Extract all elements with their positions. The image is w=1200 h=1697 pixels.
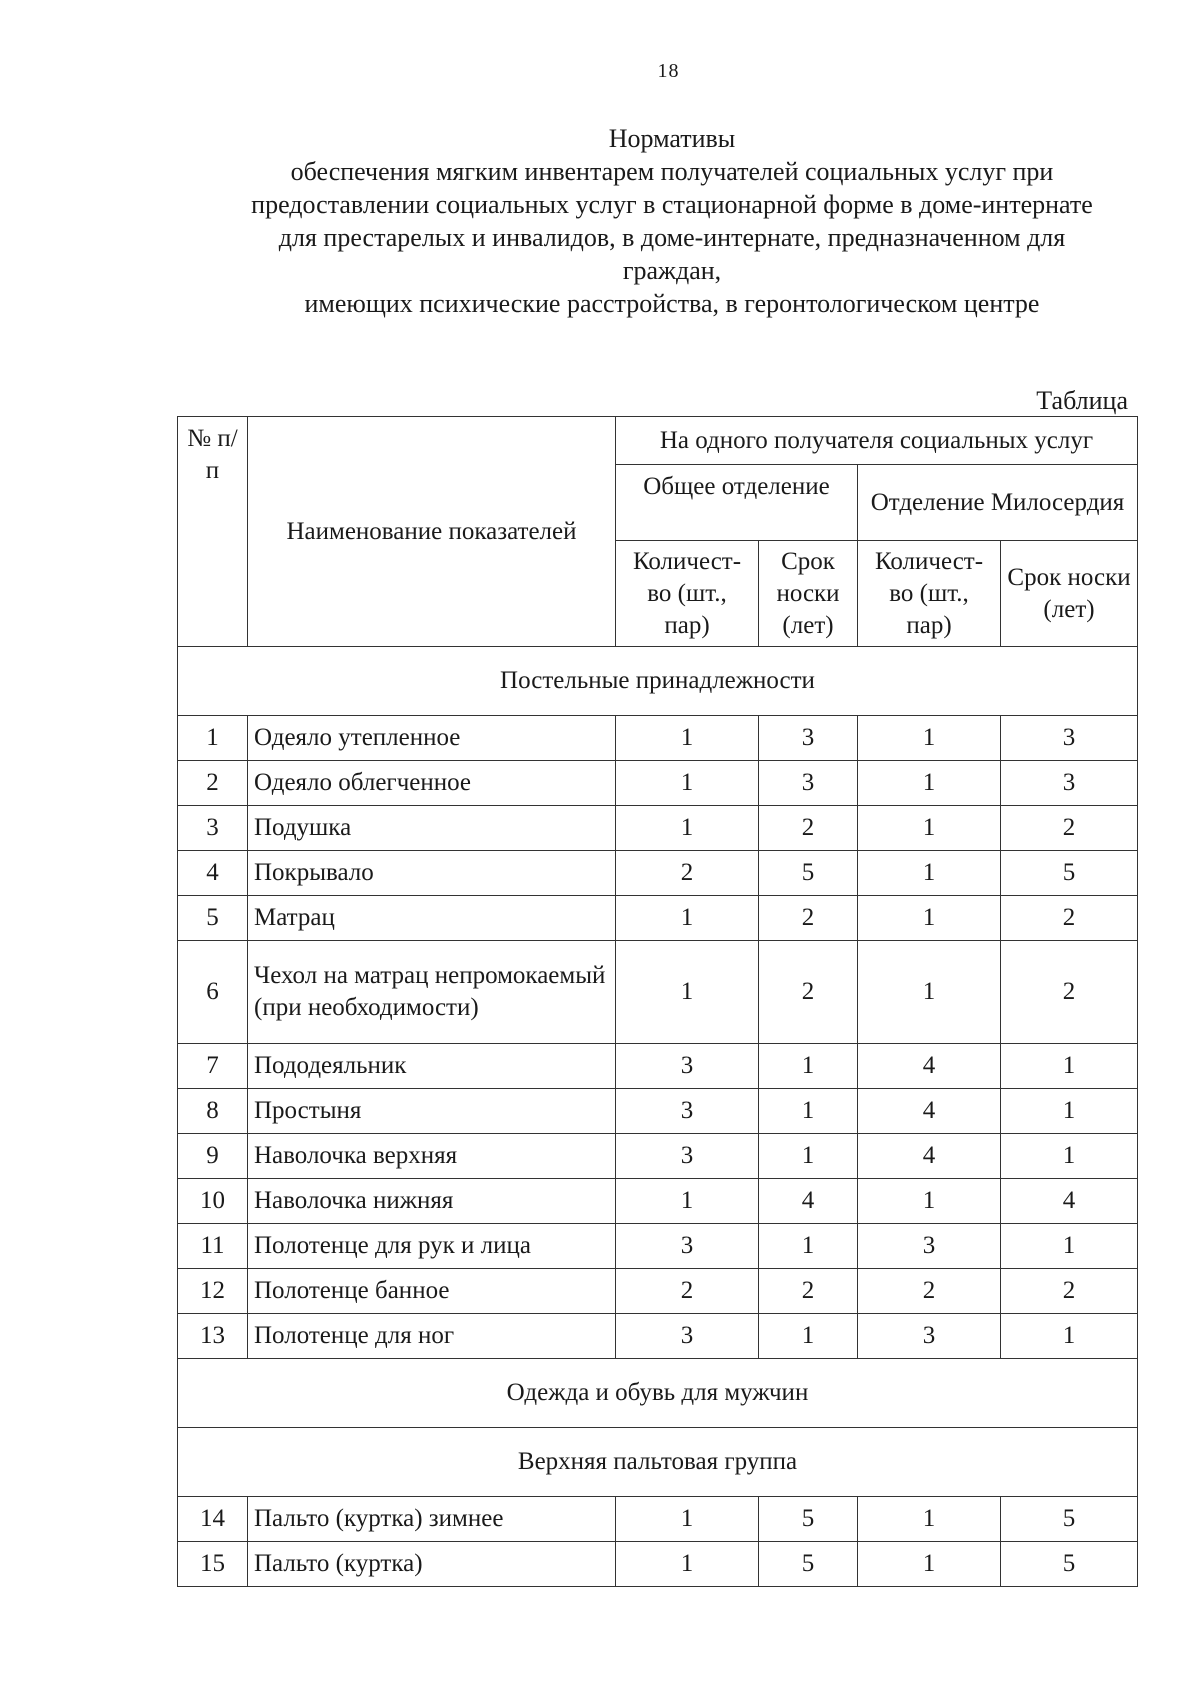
section-row bbox=[178, 1428, 1138, 1497]
row-name: Матрац bbox=[248, 896, 616, 941]
row-general-quantity: 1 bbox=[616, 761, 759, 806]
row-general-wear-period: 3 bbox=[759, 761, 858, 806]
row-number: 6 bbox=[178, 941, 248, 1044]
row-mercy-quantity: 3 bbox=[858, 1224, 1001, 1269]
row-general-quantity: 1 bbox=[616, 806, 759, 851]
row-mercy-wear-period: 1 bbox=[1001, 1224, 1138, 1269]
table-row bbox=[178, 806, 1138, 851]
row-number: 9 bbox=[178, 1134, 248, 1179]
row-number: 10 bbox=[178, 1179, 248, 1224]
page-number: 18 bbox=[657, 60, 680, 82]
row-general-wear-period: 4 bbox=[759, 1179, 858, 1224]
row-name: Одеяло утепленное bbox=[248, 716, 616, 761]
row-number: 7 bbox=[178, 1044, 248, 1089]
table-row bbox=[178, 1269, 1138, 1314]
table-row bbox=[178, 1314, 1138, 1359]
section-title: Одежда и обувь для мужчин bbox=[178, 1359, 1138, 1428]
row-general-quantity: 2 bbox=[616, 851, 759, 896]
row-general-quantity: 3 bbox=[616, 1044, 759, 1089]
row-mercy-quantity: 1 bbox=[858, 1179, 1001, 1224]
row-mercy-wear-period: 3 bbox=[1001, 716, 1138, 761]
row-name: Пальто (куртка) bbox=[248, 1542, 616, 1587]
row-general-quantity: 1 bbox=[616, 1542, 759, 1587]
title-line: обеспечения мягким инвентарем получателей социальных услуг при bbox=[290, 157, 1054, 186]
row-general-wear-period: 5 bbox=[759, 1497, 858, 1542]
row-general-wear-period: 1 bbox=[759, 1044, 858, 1089]
row-mercy-wear-period: 2 bbox=[1001, 1269, 1138, 1314]
section-row bbox=[178, 1359, 1138, 1428]
row-mercy-quantity: 4 bbox=[858, 1134, 1001, 1179]
row-mercy-wear-period: 3 bbox=[1001, 761, 1138, 806]
section-row bbox=[178, 647, 1138, 716]
section-title: Верхняя пальтовая группа bbox=[178, 1428, 1138, 1497]
row-number: 15 bbox=[178, 1542, 248, 1587]
header-general-department: Общее отделение bbox=[616, 465, 858, 541]
row-general-quantity: 1 bbox=[616, 716, 759, 761]
title-line: Нормативы bbox=[608, 124, 736, 153]
row-mercy-quantity: 1 bbox=[858, 941, 1001, 1044]
row-name: Наволочка верхняя bbox=[248, 1134, 616, 1179]
table-row bbox=[178, 1224, 1138, 1269]
row-mercy-quantity: 1 bbox=[858, 1542, 1001, 1587]
row-number: 4 bbox=[178, 851, 248, 896]
title-line: имеющих психические расстройства, в геронтологическом центре bbox=[304, 289, 1040, 318]
row-number: 12 bbox=[178, 1269, 248, 1314]
row-mercy-quantity: 1 bbox=[858, 896, 1001, 941]
row-mercy-quantity: 4 bbox=[858, 1089, 1001, 1134]
section-title: Постельные принадлежности bbox=[178, 647, 1138, 716]
header-number: № п/п bbox=[178, 417, 248, 647]
row-name: Чехол на матрац непромокаемый (при необходимости) bbox=[248, 941, 616, 1044]
row-general-wear-period: 2 bbox=[759, 1269, 858, 1314]
row-general-wear-period: 2 bbox=[759, 896, 858, 941]
row-mercy-quantity: 1 bbox=[858, 761, 1001, 806]
header-per-recipient: На одного получателя социальных услуг bbox=[616, 417, 1138, 465]
header-mercy-quantity: Количест-во (шт., пар) bbox=[858, 541, 1001, 647]
row-name: Наволочка нижняя bbox=[248, 1179, 616, 1224]
row-name: Простыня bbox=[248, 1089, 616, 1134]
row-general-wear-period: 1 bbox=[759, 1224, 858, 1269]
row-general-wear-period: 1 bbox=[759, 1314, 858, 1359]
table-row bbox=[178, 941, 1138, 1044]
row-mercy-wear-period: 2 bbox=[1001, 896, 1138, 941]
row-mercy-wear-period: 2 bbox=[1001, 806, 1138, 851]
row-mercy-quantity: 1 bbox=[858, 806, 1001, 851]
row-general-wear-period: 5 bbox=[759, 1542, 858, 1587]
header-general-wear-period: Срок носки (лет) bbox=[759, 541, 858, 647]
row-general-wear-period: 2 bbox=[759, 941, 858, 1044]
row-general-quantity: 3 bbox=[616, 1224, 759, 1269]
row-mercy-quantity: 1 bbox=[858, 1497, 1001, 1542]
table-header bbox=[178, 417, 1138, 647]
row-mercy-wear-period: 1 bbox=[1001, 1089, 1138, 1134]
row-general-quantity: 1 bbox=[616, 941, 759, 1044]
row-number: 14 bbox=[178, 1497, 248, 1542]
row-general-quantity: 1 bbox=[616, 1179, 759, 1224]
table-row bbox=[178, 1134, 1138, 1179]
row-general-quantity: 3 bbox=[616, 1314, 759, 1359]
document-title bbox=[196, 122, 1148, 320]
row-name: Полотенце банное bbox=[248, 1269, 616, 1314]
row-mercy-wear-period: 1 bbox=[1001, 1044, 1138, 1089]
row-number: 13 bbox=[178, 1314, 248, 1359]
table-row bbox=[178, 896, 1138, 941]
table-row bbox=[178, 716, 1138, 761]
header-name: Наименование показателей bbox=[248, 417, 616, 647]
row-mercy-wear-period: 1 bbox=[1001, 1134, 1138, 1179]
row-general-quantity: 2 bbox=[616, 1269, 759, 1314]
row-mercy-wear-period: 2 bbox=[1001, 941, 1138, 1044]
header-general-quantity: Количест-во (шт., пар) bbox=[616, 541, 759, 647]
table-caption: Таблица bbox=[1036, 386, 1128, 415]
row-general-wear-period: 3 bbox=[759, 716, 858, 761]
row-general-wear-period: 1 bbox=[759, 1089, 858, 1134]
row-mercy-quantity: 3 bbox=[858, 1314, 1001, 1359]
row-name: Подушка bbox=[248, 806, 616, 851]
norms-table bbox=[177, 416, 1138, 1587]
title-line: граждан, bbox=[622, 256, 722, 285]
row-general-quantity: 3 bbox=[616, 1089, 759, 1134]
row-number: 5 bbox=[178, 896, 248, 941]
row-mercy-quantity: 4 bbox=[858, 1044, 1001, 1089]
row-general-quantity: 1 bbox=[616, 1497, 759, 1542]
row-number: 3 bbox=[178, 806, 248, 851]
table-row bbox=[178, 1542, 1138, 1587]
row-general-quantity: 3 bbox=[616, 1134, 759, 1179]
row-mercy-wear-period: 4 bbox=[1001, 1179, 1138, 1224]
row-name: Полотенце для рук и лица bbox=[248, 1224, 616, 1269]
row-name: Одеяло облегченное bbox=[248, 761, 616, 806]
row-mercy-wear-period: 1 bbox=[1001, 1314, 1138, 1359]
row-mercy-quantity: 2 bbox=[858, 1269, 1001, 1314]
row-general-quantity: 1 bbox=[616, 896, 759, 941]
row-number: 11 bbox=[178, 1224, 248, 1269]
header-mercy-department: Отделение Милосердия bbox=[858, 465, 1138, 541]
table-row bbox=[178, 1044, 1138, 1089]
title-line: для престарелых и инвалидов, в доме-интернате, предназначенном для bbox=[278, 223, 1066, 252]
row-mercy-wear-period: 5 bbox=[1001, 1542, 1138, 1587]
header-mercy-wear-period: Срок носки (лет) bbox=[1001, 541, 1138, 647]
title-line: предоставлении социальных услуг в стационарной форме в доме-интернате bbox=[251, 190, 1093, 219]
row-mercy-quantity: 1 bbox=[858, 716, 1001, 761]
row-number: 2 bbox=[178, 761, 248, 806]
row-number: 8 bbox=[178, 1089, 248, 1134]
row-mercy-wear-period: 5 bbox=[1001, 1497, 1138, 1542]
table-row bbox=[178, 851, 1138, 896]
table-body bbox=[178, 647, 1138, 1587]
table-row bbox=[178, 1497, 1138, 1542]
table-row bbox=[178, 1179, 1138, 1224]
table-row bbox=[178, 761, 1138, 806]
table-row bbox=[178, 1089, 1138, 1134]
row-name: Полотенце для ног bbox=[248, 1314, 616, 1359]
row-name: Покрывало bbox=[248, 851, 616, 896]
row-general-wear-period: 1 bbox=[759, 1134, 858, 1179]
row-general-wear-period: 2 bbox=[759, 806, 858, 851]
row-number: 1 bbox=[178, 716, 248, 761]
row-general-wear-period: 5 bbox=[759, 851, 858, 896]
row-name: Пододеяльник bbox=[248, 1044, 616, 1089]
row-name: Пальто (куртка) зимнее bbox=[248, 1497, 616, 1542]
row-mercy-quantity: 1 bbox=[858, 851, 1001, 896]
row-mercy-wear-period: 5 bbox=[1001, 851, 1138, 896]
